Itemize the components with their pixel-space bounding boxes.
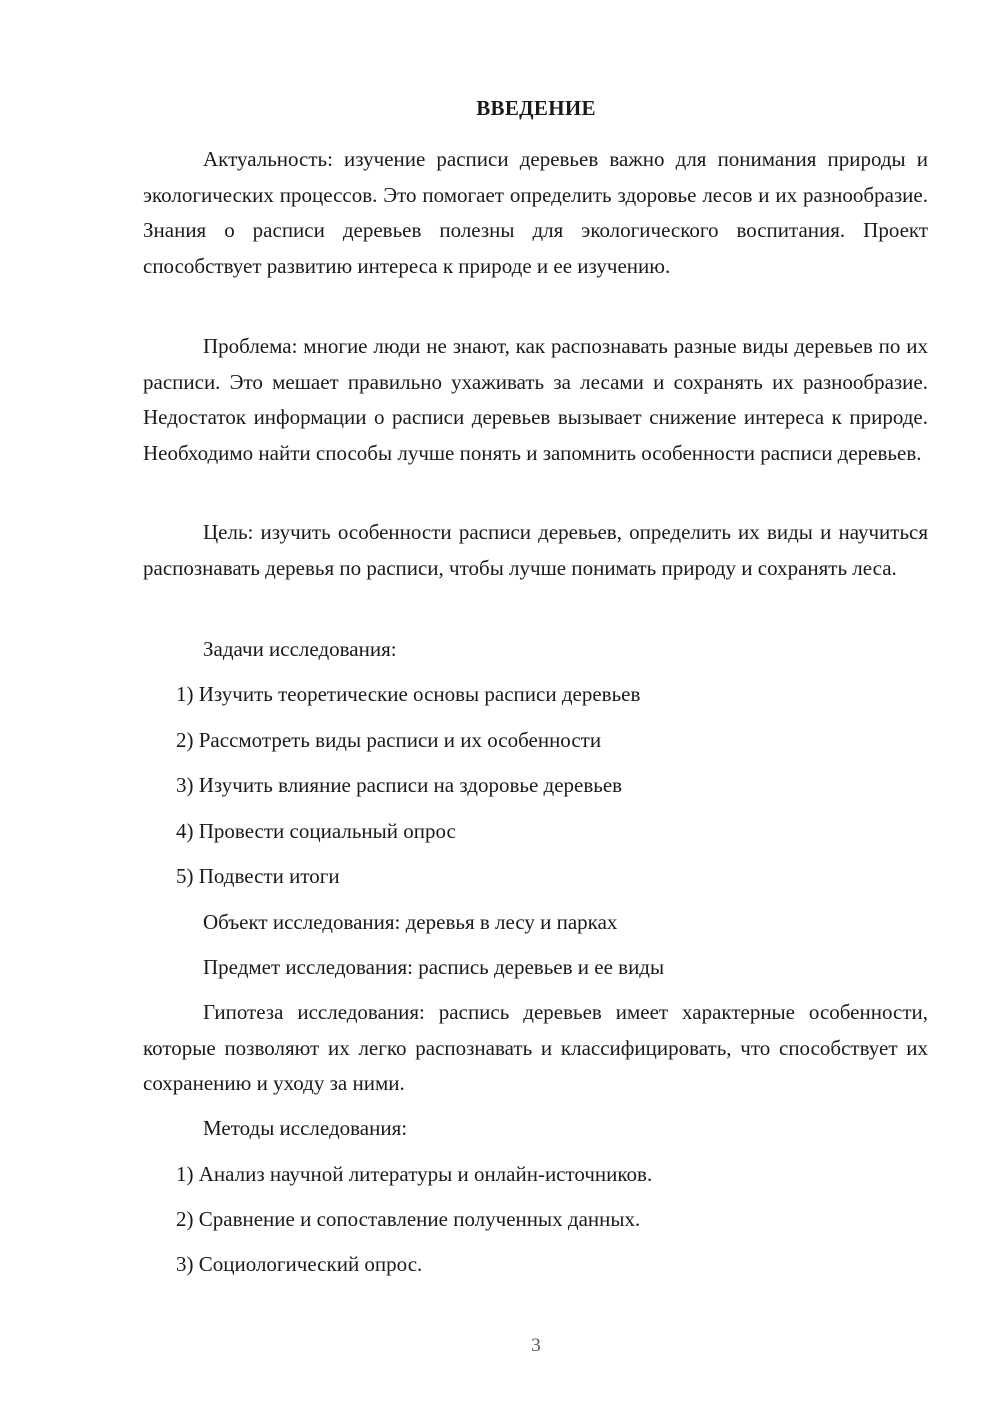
method-item: 2) Сравнение и сопоставление полученных данных. — [176, 1207, 641, 1231]
page-number: 3 — [531, 1335, 541, 1356]
methods-title: Методы исследования: — [203, 1116, 408, 1140]
task-item: 1) Изучить теоретические основы расписи деревьев — [176, 682, 641, 706]
tasks-title: Задачи исследования: — [203, 637, 397, 661]
research-subject: Предмет исследования: распись деревьев и ее виды — [203, 955, 665, 979]
research-object: Объект исследования: деревья в лесу и парках — [203, 910, 618, 934]
relevance-paragraph: Актуальность: изучение расписи деревьев важно для понимания природы и экологических процессов. Это помогает определить здоровье лесов и их разнообразие. Знания о расписи деревьев полезны для экологического воспитания. Проект способствует развитию интереса к природе и ее изучению. — [143, 147, 928, 278]
problem-paragraph: Проблема: многие люди не знают, как распознавать разные виды деревьев по их расписи. Это мешает правильно ухаживать за лесами и сохранять их разнообразие. Недостаток информации о расписи деревьев вызывает снижение интереса к природе. Необходимо найти способы лучше понять и запомнить особенности расписи деревьев. — [143, 334, 928, 465]
hypothesis-paragraph: Гипотеза исследования: распись деревьев имеет характерные особенности, которые позволяют их легко распознавать и классифицировать, что способствует их сохранению и уходу за ними. — [143, 1000, 928, 1095]
task-item: 3) Изучить влияние расписи на здоровье деревьев — [176, 773, 623, 797]
task-item: 4) Провести социальный опрос — [176, 819, 456, 843]
section-heading: ВВЕДЕНИЕ — [476, 96, 596, 120]
task-item: 2) Рассмотреть виды расписи и их особенности — [176, 728, 602, 752]
method-item: 1) Анализ научной литературы и онлайн-источников. — [176, 1162, 653, 1186]
method-item: 3) Социологический опрос. — [176, 1252, 423, 1276]
goal-paragraph: Цель: изучить особенности расписи деревьев, определить их виды и научиться распознавать деревья по расписи, чтобы лучше понимать природу и сохранять леса. — [143, 520, 928, 580]
task-item: 5) Подвести итоги — [176, 864, 340, 888]
